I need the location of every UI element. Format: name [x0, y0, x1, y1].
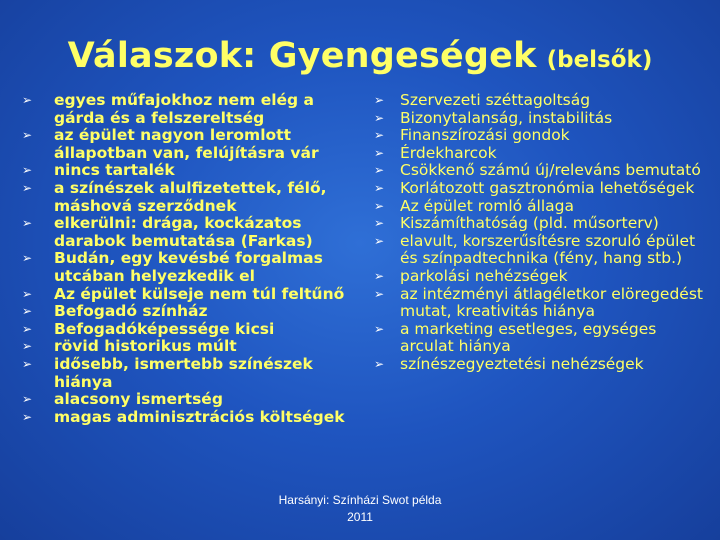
slide-title-sub: (belsők)	[546, 47, 653, 73]
list-item-text: Budán, egy kevésbé forgalmas utcában helyezkedik el	[54, 249, 323, 285]
slide-footer	[230, 492, 490, 526]
list-item-text: Szervezeti széttagoltság	[400, 91, 591, 109]
arrow-bullet-icon: ➢	[374, 163, 385, 178]
arrow-bullet-icon: ➢	[22, 180, 33, 195]
arrow-bullet-icon: ➢	[374, 198, 385, 213]
arrow-bullet-icon: ➢	[374, 356, 385, 371]
list-item	[374, 321, 704, 356]
list-item	[374, 268, 704, 286]
list-item-text: Befogadó színház	[54, 302, 208, 321]
list-item-text: egyes műfajokhoz nem elég a gárda és a felszereltség	[54, 91, 314, 127]
arrow-bullet-icon: ➢	[374, 180, 385, 195]
arrow-bullet-icon: ➢	[374, 286, 385, 301]
list-item-text: rövid historikus múlt	[54, 337, 237, 356]
arrow-bullet-icon: ➢	[374, 110, 385, 125]
list-item	[374, 356, 704, 374]
list-item	[22, 180, 352, 215]
list-item	[22, 92, 352, 127]
list-item	[374, 215, 704, 233]
arrow-bullet-icon: ➢	[374, 145, 385, 160]
footer-source: Harsányi: Színházi Swot példa	[278, 493, 442, 507]
list-item-text: Csökkenő számú új/releváns bemutató	[400, 161, 701, 180]
list-item	[374, 162, 704, 180]
slide-title-main: Válaszok: Gyengeségek	[67, 36, 537, 76]
list-item-text: Kiszámíthatóság (pld. műsorterv)	[400, 214, 659, 233]
arrow-bullet-icon: ➢	[22, 251, 33, 266]
list-item	[22, 162, 352, 180]
list-item-text: Bizonytalanság, instabilitás	[400, 108, 613, 127]
list-item	[374, 233, 704, 268]
arrow-bullet-icon: ➢	[22, 356, 33, 371]
arrow-bullet-icon: ➢	[22, 409, 33, 424]
list-item-text: a marketing esetleges, egységes arculat hiánya	[400, 319, 657, 356]
list-item-text: Befogadóképessége kicsi	[54, 319, 275, 338]
arrow-bullet-icon: ➢	[22, 163, 33, 178]
list-item-text: Érdekharcok	[400, 143, 497, 162]
arrow-bullet-icon: ➢	[374, 93, 385, 107]
arrow-bullet-icon: ➢	[374, 268, 385, 283]
left-weakness-list	[22, 92, 352, 426]
list-item	[22, 303, 352, 321]
list-item	[22, 356, 352, 391]
list-item-text: magas adminisztrációs költségek	[54, 407, 345, 426]
arrow-bullet-icon: ➢	[374, 233, 385, 248]
list-item	[22, 338, 352, 356]
slide-title	[0, 36, 720, 76]
list-item	[374, 110, 704, 128]
list-item	[22, 409, 352, 427]
list-item-text: Finanszírozási gondok	[400, 126, 570, 145]
list-item-text: színészegyeztetési nehézségek	[400, 354, 644, 373]
arrow-bullet-icon: ➢	[374, 216, 385, 231]
arrow-bullet-icon: ➢	[374, 128, 385, 143]
arrow-bullet-icon: ➢	[22, 304, 33, 319]
list-item	[374, 145, 704, 163]
list-item-text: Korlátozott gasztronómia lehetőségek	[400, 178, 695, 197]
list-item	[374, 180, 704, 198]
list-item-text: idősebb, ismertebb színészek hiánya	[54, 354, 313, 391]
list-item	[22, 215, 352, 250]
arrow-bullet-icon: ➢	[22, 339, 33, 354]
arrow-bullet-icon: ➢	[22, 286, 33, 301]
list-item	[374, 286, 704, 321]
list-item-text: alacsony ismertség	[54, 390, 223, 409]
list-item-text: az intézményi átlagéletkor elöregedést mutat, kreativitás hiánya	[400, 284, 703, 321]
list-item-text: a színészek alulfizetettek, félő, máshová szerződnek	[54, 178, 327, 215]
right-weakness-list	[374, 92, 704, 374]
list-item	[22, 127, 352, 162]
list-item	[374, 92, 704, 110]
list-item-text: Az épület külseje nem túl feltűnő	[54, 284, 345, 303]
list-item-text: elkerülni: drága, kockázatos darabok bemutatása (Farkas)	[54, 214, 313, 250]
arrow-bullet-icon: ➢	[22, 128, 33, 143]
list-item-text: az épület nagyon leromlott állapotban van, felújításra vár	[54, 126, 319, 162]
list-item	[22, 250, 352, 285]
arrow-bullet-icon: ➢	[22, 93, 33, 107]
arrow-bullet-icon: ➢	[374, 321, 385, 336]
list-item	[22, 286, 352, 304]
arrow-bullet-icon: ➢	[22, 321, 33, 336]
list-item	[22, 321, 352, 339]
list-item-text: parkolási nehézségek	[400, 266, 568, 285]
list-item-text: nincs tartalék	[54, 161, 175, 180]
list-item	[374, 198, 704, 216]
list-item	[22, 391, 352, 409]
arrow-bullet-icon: ➢	[22, 392, 33, 407]
list-item-text: elavult, korszerűsítésre szoruló épület és színpadtechnika (fény, hang stb.)	[400, 231, 696, 268]
footer-year: 2011	[347, 510, 373, 524]
list-item	[374, 127, 704, 145]
list-item-text: Az épület romló állaga	[400, 196, 574, 215]
arrow-bullet-icon: ➢	[22, 216, 33, 231]
